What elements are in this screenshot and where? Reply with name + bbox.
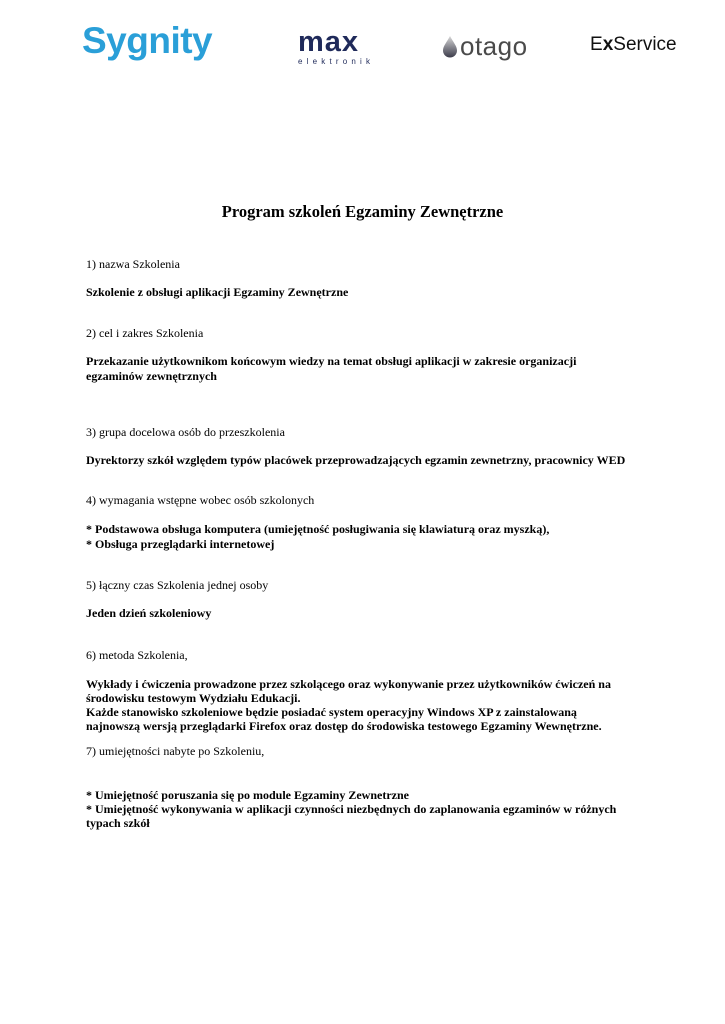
- logo-header: [0, 0, 725, 90]
- section-1-body-line: Szkolenie z obsługi aplikacji Egzaminy Zewnętrzne: [86, 285, 349, 299]
- section-2-body-line: Przekazanie użytkownikom końcowym wiedzy na temat obsługi aplikacji w zakresie organizacji: [86, 354, 577, 368]
- section-7-body-line: typach szkół: [86, 816, 150, 830]
- section-7-body-line: * Umiejętność wykonywania w aplikacji czynności niezbędnych do zaplanowania egzaminów w różnych: [86, 802, 617, 816]
- max-logo-subtitle: elektronik: [298, 57, 375, 66]
- max-logo-word: max: [298, 26, 360, 58]
- max-elektronik-logo: [298, 28, 394, 68]
- section-1-heading: 1) nazwa Szkolenia: [86, 257, 180, 271]
- section-5-heading: 5) łączny czas Szkolenia jednej osoby: [86, 578, 269, 592]
- eservice-logo-e: E: [590, 34, 603, 55]
- eservice-logo-x: x: [602, 34, 614, 55]
- section-6-body-line: Wykłady i ćwiczenia prowadzone przez szkolącego oraz wykonywanie przez użytkowników ćwiczeń na: [86, 677, 611, 691]
- section-3-body-line: Dyrektorzy szkół względem typów placówek przeprowadzających egzamin zewnetrzny, pracownicy WED: [86, 453, 626, 467]
- section-6-body-line: środowisku testowym Wydziału Edukacji.: [86, 691, 301, 705]
- section-6-body-line: najnowszą wersją przeglądarki Firefox oraz dostęp do środowiska testowego Egzaminy Wewnętrzne.: [86, 719, 602, 733]
- section-2-body-line: egzaminów zewnętrznych: [86, 369, 217, 383]
- otago-logo: [441, 31, 528, 62]
- section-6-heading: 6) metoda Szkolenia,: [86, 648, 188, 662]
- eservice-logo: [590, 34, 677, 56]
- section-4-heading: 4) wymagania wstępne wobec osób szkolonych: [86, 493, 315, 507]
- section-4-body-line: * Obsługa przeglądarki internetowej: [86, 537, 275, 551]
- section-7-heading: 7) umiejętności nabyte po Szkoleniu,: [86, 744, 265, 758]
- section-2-heading: 2) cel i zakres Szkolenia: [86, 326, 204, 340]
- otago-drop-icon: [441, 35, 459, 59]
- otago-logo-word: otago: [460, 31, 528, 61]
- section-4-body-line: * Podstawowa obsługa komputera (umiejętność posługiwania się klawiaturą oraz myszką),: [86, 522, 550, 536]
- eservice-logo-word: Service: [613, 34, 677, 55]
- section-5-body-line: Jeden dzień szkoleniowy: [86, 606, 212, 620]
- page-title: Program szkoleń Egzaminy Zewnętrzne: [221, 202, 504, 221]
- section-7-body-line: * Umiejętność poruszania się po module Egzaminy Zewnetrzne: [86, 788, 409, 802]
- sygnity-logo: Sygnity: [82, 20, 213, 61]
- section-6-body-line: Każde stanowisko szkoleniowe będzie posiadać system operacyjny Windows XP z zainstalowaną: [86, 705, 577, 719]
- section-3-heading: 3) grupa docelowa osób do przeszkolenia: [86, 425, 285, 439]
